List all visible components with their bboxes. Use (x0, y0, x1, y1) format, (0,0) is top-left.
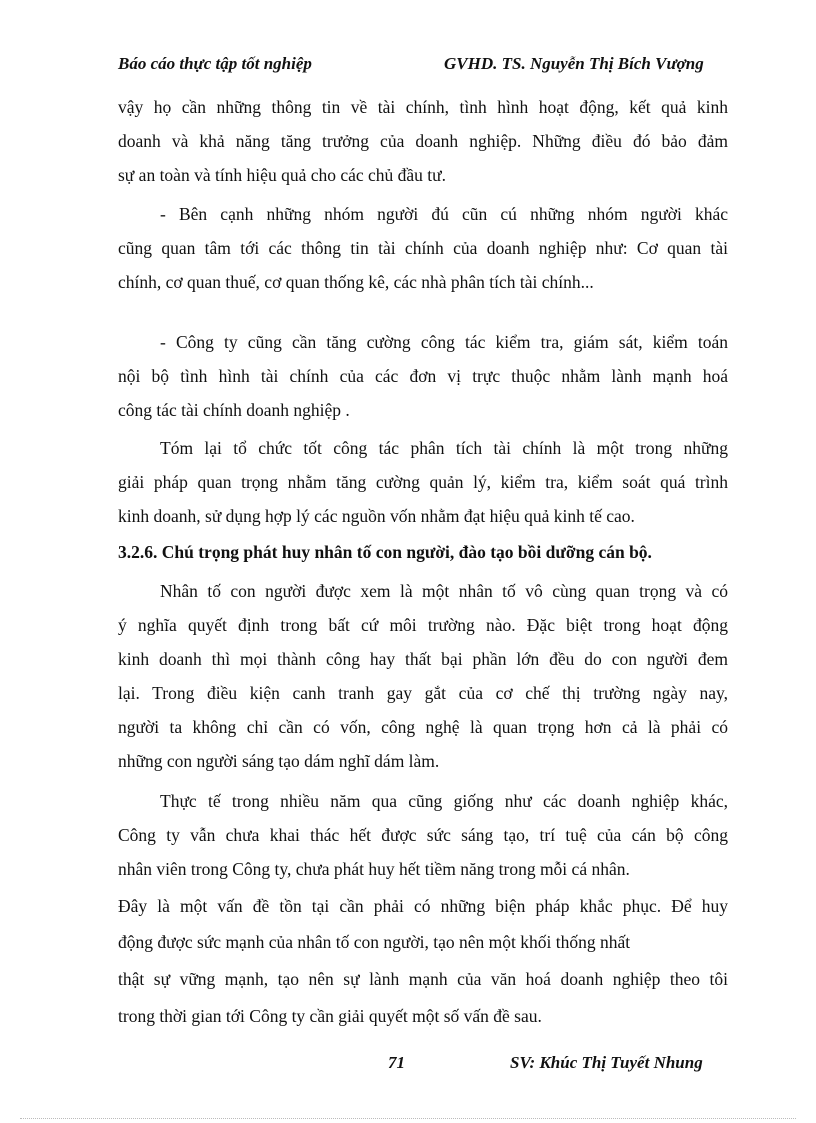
body-line: Nhân tố con người được xem là một nhân tố vô cùng quan trọng và có (160, 581, 728, 601)
page-bottom-border (20, 1118, 796, 1119)
body-line: công tác tài chính doanh nghiệp . (118, 400, 350, 420)
body-line: động được sức mạnh của nhân tố con người, tạo nên một khối thống nhất (118, 932, 631, 952)
header-advisor: GVHD. TS. Nguyễn Thị Bích Vượng (444, 54, 704, 73)
body-line: Thực tế trong nhiều năm qua cũng giống như các doanh nghiệp khác, (160, 791, 728, 811)
body-line: Đây là một vấn đề tồn tại cần phải có những biện pháp khắc phục. Để huy (118, 896, 728, 916)
body-line: Công ty vẫn chưa khai thác hết được sức sáng tạo, trí tuệ của cán bộ công (118, 825, 728, 845)
body-line: nội bộ tình hình tài chính của các đơn vị trực thuộc nhằm lành mạnh hoá (118, 366, 728, 386)
body-line: kinh doanh thì mọi thành công hay thất bại phần lớn đều do con người đem (118, 649, 728, 669)
section-heading: 3.2.6. Chú trọng phát huy nhân tố con người, đào tạo bồi dưỡng cán bộ. (118, 542, 652, 562)
footer-student: SV: Khúc Thị Tuyết Nhung (510, 1053, 703, 1072)
header-report-title: Báo cáo thực tập tốt nghiệp (118, 54, 312, 73)
body-line: chính, cơ quan thuế, cơ quan thống kê, các nhà phân tích tài chính... (118, 272, 594, 292)
body-line: - Công ty cũng cần tăng cường công tác kiểm tra, giám sát, kiểm toán (160, 332, 728, 352)
body-line: ý nghĩa quyết định trong bất cứ môi trường nào. Đặc biệt trong hoạt động (118, 615, 728, 635)
body-line: sự an toàn và tính hiệu quả cho các chủ đầu tư. (118, 165, 447, 185)
body-line: - Bên cạnh những nhóm người đú cũn cú những nhóm người khác (160, 204, 728, 224)
page-number: 71 (388, 1053, 405, 1072)
body-line: trong thời gian tới Công ty cần giải quyết một số vấn đề sau. (118, 1006, 542, 1026)
body-line: lại. Trong điều kiện canh tranh gay gắt của cơ chế thị trường ngày nay, (118, 683, 728, 703)
body-line: vậy họ cần những thông tin về tài chính, tình hình hoạt động, kết quả kinh (118, 97, 728, 117)
body-line: giải pháp quan trọng nhằm tăng cường quản lý, kiểm tra, kiểm soát quá trình (118, 472, 728, 492)
body-line: nhân viên trong Công ty, chưa phát huy hết tiềm năng trong mỗi cá nhân. (118, 859, 630, 879)
body-line: những con người sáng tạo dám nghĩ dám làm. (118, 751, 440, 771)
body-line: cũng quan tâm tới các thông tin tài chính của doanh nghiệp như: Cơ quan tài (118, 238, 728, 258)
body-line: thật sự vững mạnh, tạo nên sự lành mạnh của văn hoá doanh nghiệp theo tôi (118, 969, 728, 989)
body-line: Tóm lại tổ chức tốt công tác phân tích tài chính là một trong những (160, 438, 728, 458)
body-line: doanh và khả năng tăng trưởng của doanh nghiệp. Những điều đó bảo đảm (118, 131, 728, 151)
body-line: kinh doanh, sử dụng hợp lý các nguồn vốn nhằm đạt hiệu quả kinh tế cao. (118, 506, 635, 526)
body-line: người ta không chỉ cần có vốn, công nghệ là quan trọng hơn cả là phải có (118, 717, 728, 737)
